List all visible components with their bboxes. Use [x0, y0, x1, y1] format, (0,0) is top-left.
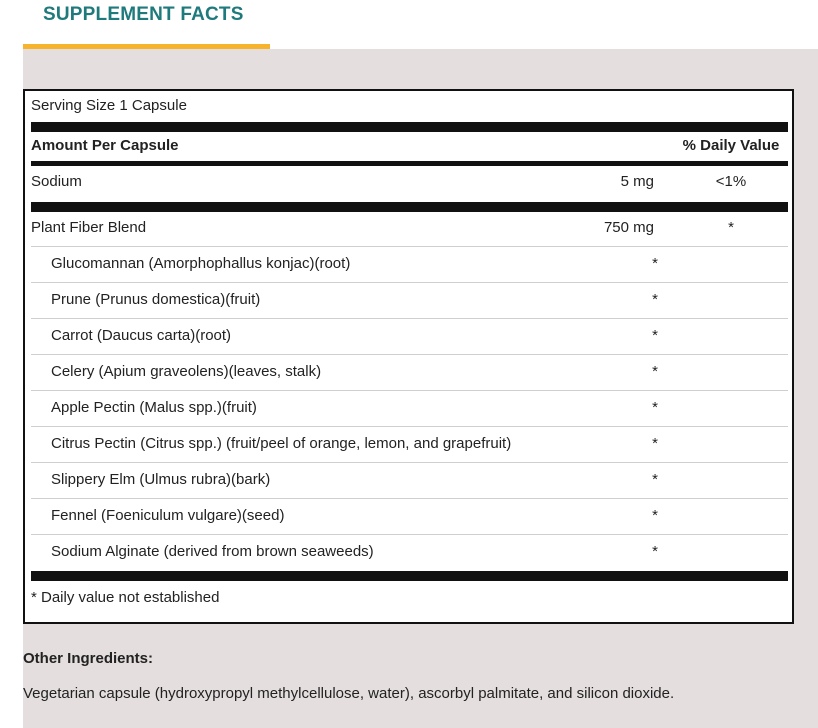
row-divider — [31, 354, 788, 355]
ingredient-mark: * — [652, 255, 658, 272]
thick-divider — [31, 202, 788, 212]
footnote: * Daily value not established — [31, 589, 220, 606]
thick-divider — [31, 122, 788, 132]
nutrient-name: Plant Fiber Blend — [31, 219, 147, 236]
ingredient-name: Carrot (Daucus carta)(root) — [51, 327, 232, 344]
row-divider — [31, 390, 788, 391]
ingredient-mark: * — [652, 327, 658, 344]
nutrient-dv: <1% — [715, 173, 747, 190]
nutrient-amount: 750 mg — [603, 219, 654, 236]
ingredient-name: Apple Pectin (Malus spp.)(fruit) — [51, 399, 257, 416]
ingredient-mark: * — [652, 471, 658, 488]
ingredient-name: Fennel (Foeniculum vulgare)(seed) — [51, 507, 285, 524]
row-divider — [31, 498, 788, 499]
row-divider — [31, 246, 788, 247]
supplement-facts-table — [23, 89, 794, 624]
daily-value-header: % Daily Value — [682, 137, 780, 154]
ingredient-mark: * — [652, 399, 658, 416]
nutrient-dv: * — [728, 219, 734, 236]
header-divider — [31, 161, 788, 166]
other-ingredients-title: Other Ingredients: — [23, 650, 154, 667]
nutrient-amount: 5 mg — [620, 173, 654, 190]
tab-supplement-facts[interactable]: SUPPLEMENT FACTS — [43, 4, 244, 25]
ingredient-name: Celery (Apium graveolens)(leaves, stalk) — [51, 363, 322, 380]
ingredient-name: Slippery Elm (Ulmus rubra)(bark) — [51, 471, 271, 488]
ingredient-name: Prune (Prunus domestica)(fruit) — [51, 291, 261, 308]
serving-size: Serving Size 1 Capsule — [31, 97, 187, 114]
amount-per-capsule-header: Amount Per Capsule — [31, 137, 179, 154]
tab-header — [0, 0, 818, 49]
nutrient-name: Sodium — [31, 173, 82, 190]
other-ingredients-text: Vegetarian capsule (hydroxypropyl methylcellulose, water), ascorbyl palmitate, and silicon dioxide. — [23, 685, 675, 702]
ingredient-mark: * — [652, 435, 658, 452]
row-divider — [31, 426, 788, 427]
ingredient-mark: * — [652, 363, 658, 380]
row-divider — [31, 462, 788, 463]
thick-divider — [31, 571, 788, 581]
ingredient-name: Sodium Alginate (derived from brown seaweeds) — [51, 543, 374, 560]
tab-content — [23, 49, 818, 728]
row-divider — [31, 534, 788, 535]
ingredient-name: Glucomannan (Amorphophallus konjac)(root) — [51, 255, 351, 272]
ingredient-mark: * — [652, 291, 658, 308]
ingredient-mark: * — [652, 507, 658, 524]
ingredient-name: Citrus Pectin (Citrus spp.) (fruit/peel of orange, lemon, and grapefruit) — [51, 435, 512, 452]
ingredient-mark: * — [652, 543, 658, 560]
row-divider — [31, 282, 788, 283]
row-divider — [31, 318, 788, 319]
